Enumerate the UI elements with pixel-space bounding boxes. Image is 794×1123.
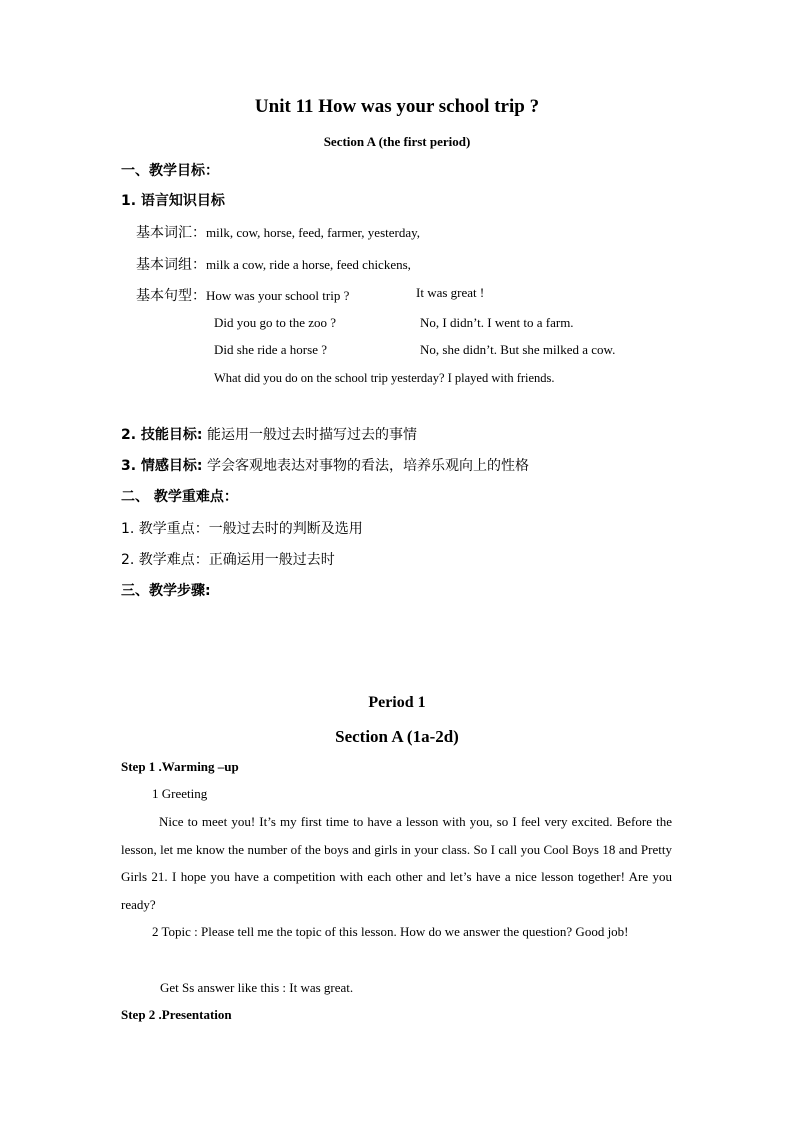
vocab-line <box>136 222 420 242</box>
emotion-objective <box>121 455 529 475</box>
pattern-label: 基本句型： <box>136 288 206 304</box>
vocab-text: milk, cow, horse, feed, farmer, yesterday, <box>206 225 421 240</box>
skill-label: 2. 技能目标: <box>121 427 203 443</box>
section-heading-steps: 三、教学步骤: <box>121 583 211 599</box>
phrase-text: milk a cow, ride a horse, feed chickens, <box>206 257 411 272</box>
section-heading-key-points: 二、 教学重难点： <box>121 489 238 505</box>
subheading-language-knowledge: 1. 语言知识目标 <box>121 193 225 209</box>
pattern-line-1 <box>136 285 349 305</box>
topic-paragraph: 2 Topic : Please tell me the topic of this lesson. How do we answer the question? Good job! <box>152 924 629 939</box>
answer-line: Get Ss answer like this : It was great. <box>160 980 354 995</box>
period-heading: Period 1 <box>368 694 426 711</box>
greeting-label: 1 Greeting <box>152 786 208 801</box>
phrase-label: 基本词组： <box>136 257 206 273</box>
step1-heading: Step 1 .Warming –up <box>121 759 239 774</box>
section-a-heading: Section A (1a-2d) <box>335 727 459 746</box>
pattern-answer: No, she didn’t. But she milked a cow. <box>420 342 616 357</box>
difficult-point-item: 2. 教学难点：正确运用一般过去时 <box>121 552 335 568</box>
emotion-text: 学会客观地表达对事物的看法，培养乐观向上的性格 <box>207 458 529 474</box>
document-subtitle: Section A (the first period) <box>323 134 471 149</box>
document-title: Unit 11 How was your school trip ? <box>254 96 540 117</box>
key-point-item: 1. 教学重点：一般过去时的判断及选用 <box>121 521 363 537</box>
pattern-question: How was your school trip ? <box>206 288 350 303</box>
emotion-label: 3. 情感目标: <box>121 458 203 474</box>
pattern-question: Did she ride a horse ? <box>214 342 327 357</box>
phrase-line <box>136 254 411 274</box>
pattern-answer: No, I didn’t. I went to a farm. <box>420 315 574 330</box>
vocab-label: 基本词汇： <box>136 225 206 241</box>
step2-heading: Step 2 .Presentation <box>121 1007 232 1022</box>
skill-text: 能运用一般过去时描写过去的事情 <box>207 427 417 443</box>
pattern-answer: It was great ! <box>416 285 485 300</box>
pattern-question: Did you go to the zoo ? <box>214 315 337 330</box>
section-heading-objectives: 一、教学目标： <box>121 163 219 179</box>
skill-objective <box>121 424 417 444</box>
pattern-last-line: What did you do on the school trip yesterday? I played with friends. <box>214 371 555 385</box>
greeting-paragraph: Nice to meet you! It’s my first time to have a lesson with you, so I feel very excited. Before the lesson, let me know the number of the boys and girls in your class. So I call you Cool Boys 18 and Pretty Girls 21. I hope you have a competition with each other and let’s have a nice lesson together! Are you ready? <box>121 814 672 912</box>
